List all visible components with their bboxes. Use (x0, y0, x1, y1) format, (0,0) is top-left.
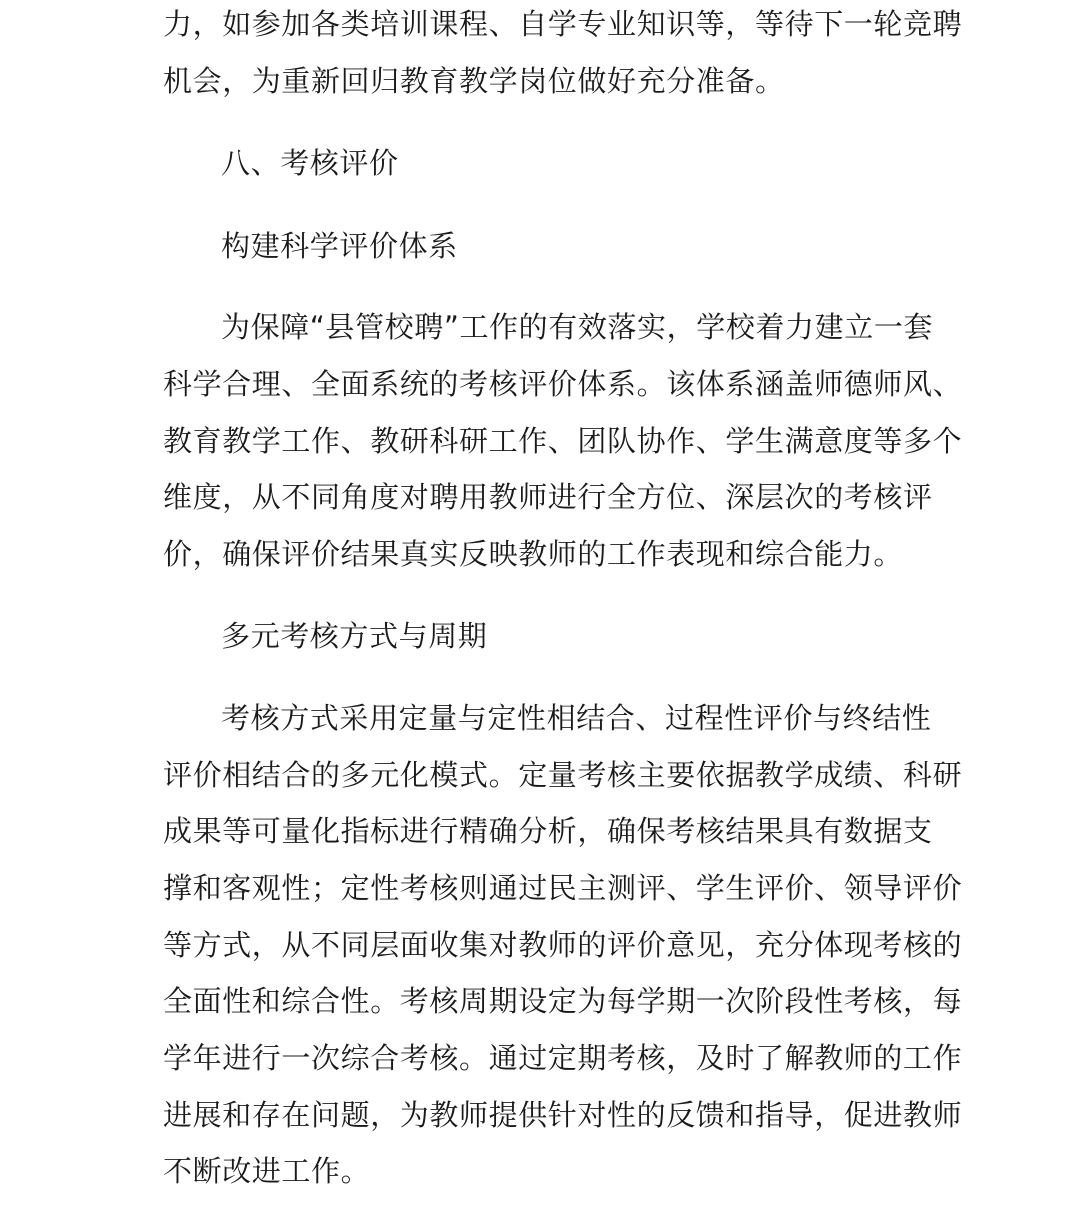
paragraph-line: 学年进行一次综合考核。通过定期考核，及时了解教师的工作 (163, 1041, 963, 1075)
paragraph-line: 科学合理、全面系统的考核评价体系。该体系涵盖师德师风、 (163, 367, 963, 401)
paragraph-line: 教育教学工作、教研科研工作、团队协作、学生满意度等多个 (163, 424, 963, 458)
paragraph-line: 机会，为重新回归教育教学岗位做好充分准备。 (163, 64, 785, 98)
paragraph-line: 考核方式采用定量与定性相结合、过程性评价与终结性 (221, 701, 932, 735)
paragraph-line: 等方式，从不同层面收集对教师的评价意见，充分体现考核的 (163, 928, 963, 962)
paragraph-line: 全面性和综合性。考核周期设定为每学期一次阶段性考核，每 (163, 984, 963, 1018)
paragraph-line: 评价相结合的多元化模式。定量考核主要依据教学成绩、科研 (163, 758, 963, 792)
subsection-heading: 多元考核方式与周期 (221, 619, 488, 653)
paragraph-line: 力，如参加各类培训课程、自学专业知识等，等待下一轮竞聘 (163, 7, 963, 41)
subsection-heading: 构建科学评价体系 (221, 229, 458, 263)
paragraph-line: 进展和存在问题，为教师提供针对性的反馈和指导，促进教师 (163, 1098, 963, 1132)
paragraph-line: 不断改进工作。 (163, 1154, 371, 1188)
paragraph-line: 撑和客观性；定性考核则通过民主测评、学生评价、领导评价 (163, 871, 963, 905)
paragraph-line: 成果等可量化指标进行精确分析，确保考核结果具有数据支 (163, 814, 933, 848)
paragraph-line: 为保障“县管校聘”工作的有效落实，学校着力建立一套 (221, 310, 934, 344)
paragraph-line: 维度，从不同角度对聘用教师进行全方位、深层次的考核评 (163, 480, 933, 514)
section-heading: 八、考核评价 (221, 146, 399, 180)
paragraph-line: 价，确保评价结果真实反映教师的工作表现和综合能力。 (163, 537, 904, 571)
